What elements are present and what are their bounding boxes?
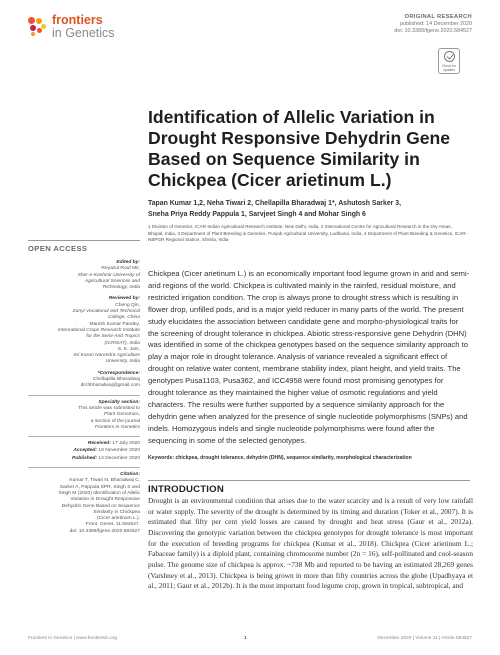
citation-line: Front. Genet. 11:584527. — [85, 522, 140, 528]
specialty-line: Plant Genomics, — [104, 412, 140, 418]
citation-line: Kumar T, Tiwari N, Bharadwaj C, — [69, 478, 140, 484]
citation-line: Singh M (2020) Identification of Allelic — [58, 490, 140, 496]
reviewer-line: International Crops Research Institute — [57, 327, 140, 333]
reviewer-line: University, India — [105, 359, 140, 365]
affiliations: 1 Division of Genetics, ICAR-Indian Agricultural Research Institute, New Delhi, India, 2 International Centre for Agricultural Research in the Dry Areas, Bhopal, India, 3 Department of Plant Breeding & Genetics, Punjab Agricultural University, Ludhiana, India, 4 Department of Plant Breeding & Genetics, ICAR-NBPGR Regional Station, Shimla, India — [148, 224, 468, 243]
citation-line: Sarker A, Pappula SPR, Singh S and — [59, 484, 140, 490]
date-row: Accepted: 18 November 2020 — [73, 448, 140, 454]
editor-line: Sher-e-Kashmir University of — [77, 272, 140, 278]
specialty-line: This article was submitted to — [78, 405, 140, 411]
doi-link[interactable]: doi: 10.3389/fgene.2020.584527 — [394, 28, 472, 34]
reviewer-line: College, China — [107, 315, 140, 321]
correspondence-label: *Correspondence: — [97, 370, 140, 376]
published-date: published: 14 December 2020 — [400, 21, 472, 27]
author-line[interactable]: Tapan Kumar 1,2, Neha Tiwari 2, Chellapilla Bharadwaj 1*, Ashutosh Sarker 3, — [148, 200, 401, 207]
article-type: ORIGINAL RESEARCH — [404, 14, 472, 20]
citation-doi[interactable]: doi: 10.3389/fgene.2020.584527 — [69, 528, 140, 534]
footer-volume: December 2020 | Volume 11 | Article 584527 — [377, 636, 472, 641]
specialty-label: Specialty section: — [98, 399, 140, 405]
open-access-label: OPEN ACCESS — [28, 240, 140, 253]
reviewer-line: Cheng Qin, — [115, 302, 140, 308]
check-for-updates-button[interactable] — [438, 48, 460, 74]
edited-by-label: Edited by: — [116, 260, 140, 265]
editor-line: Technology, India — [102, 285, 140, 291]
section-heading: INTRODUCTION — [148, 480, 470, 495]
abstract-text: Chickpea (Cicer arietinum L.) is an economically important food legume grown in arid and semi-arid regions of the world. Chickpea is cultivated mainly in the rainfed, residual moisture, and restricted irrigation condition. The crop is always prone to drought stress which is resulting in flower drop, unfilled pods, and is a major yield reducer in many parts of the world. The present study elucidates the association between candidate gene and morpho-physiological traits for the screening of drought tolerance in chickpea. Abiotic stress-responsive gene Dehydrin (DHN) was identified in some of the chickpea genotypes based on the sequence similarity approach to play a major role in drought tolerance. Analysis of variance revealed a significant effect of drought on relative water content, membrane stability index, plant height, and yield traits. The genotypes Pusa1103, Pusa362, and ICC4958 were found most promising genotypes for drought tolerance as they maintained the higher value of osmotic regulations and yield characters. The results were further supported by a sequence similarity approach for the dehydrin gene when analyzed for the presence of single nucleotide polymorphisms (SNPs) and indels. Homozygous indels and single nucleotide polymorphisms were found after the sequencing in some of the selected genotypes. — [148, 269, 470, 445]
author-list — [148, 199, 468, 220]
reviewed-by-label: Reviewed by: — [108, 296, 140, 302]
reviewer-line: Manish Kumar Pandey, — [89, 321, 140, 327]
check-icon — [444, 51, 455, 62]
specialty-line: Frontiers in Genetics — [94, 424, 140, 430]
article-title: Identification of Allelic Variation in Drought Responsive Dehydrin Gene Based on Sequence Similarity in Chickpea (Cicer arietinum L.) — [148, 107, 451, 190]
reviewer-line: Zunyi Vocational and Technical — [72, 309, 140, 315]
check-updates-label: Check for updates — [441, 63, 457, 72]
article-meta — [394, 14, 472, 35]
author-line[interactable]: Sneha Priya Reddy Pappula 1, Sarvjeet Singh 4 and Mohar Singh 6 — [148, 210, 366, 218]
citation-line: Dehydrin Gene Based on Sequence — [61, 503, 140, 509]
specialty-line: a section of the journal — [90, 418, 140, 424]
article-sidebar — [28, 260, 140, 535]
date-row: Published: 14 December 2020 — [72, 455, 140, 461]
reviewer-line: Sri Karan Narendra Agriculture — [73, 353, 140, 359]
logo-brand: frontiers — [52, 13, 103, 27]
correspondence-name: Chellapilla Bharadwaj — [92, 377, 140, 383]
keywords-label: Keywords: — [148, 455, 175, 461]
journal-logo[interactable] — [28, 14, 115, 40]
keywords-list: chickpea, drought tolerance, dehydrin (DHN), sequence similarity, morphological characterization — [175, 455, 412, 461]
logo-journal: in Genetics — [52, 26, 115, 40]
reviewer-line: S. K. Jain, — [117, 346, 140, 352]
intro-paragraph: Drought is an environmental condition that arises due to the water scarcity and is a result of very low rainfall or water supply. The severity of the drought is determined by its timing and duration (Toker et al., 2007). It is estimated that fifty per cent yield losses are caused by drought and heat stress (Gaur et al., 2012a). Discovering the genotypic variation between the chickpea genotypes for drought tolerance is most important for the execution of breeding programs for chickpea (Kumar et al., 2018). Chickpea (Cicer arietinum L.; Fabaceae family) is a diploid plant, containing chromosome number (2n = 16), self-pollinated and cool-season pulse. The genome size of chickpea is approx. ~738 Mb and reported to be having an estimated 28,269 genes (Varshney et al., 2013). Chickpea is being grown in more than fifty countries across the globe (Upadhyaya et al., 2011; Gaur et al., 2012b). It is the most important food legume crop, grown in tropical, subtropical, and — [148, 496, 473, 591]
page-number: 1 — [244, 636, 247, 641]
frontiers-logo-icon — [28, 17, 48, 37]
citation-line: (Cicer arietinum L.). — [97, 516, 140, 522]
date-row: Received: 17 July 2020 — [87, 441, 140, 447]
correspondence-email[interactable]: drchbharadwaj@gmail.com — [80, 383, 140, 389]
citation-line: Variation in Drought Responsive — [70, 497, 140, 503]
reviewer-line: for the Semi-Arid Tropics — [86, 334, 140, 340]
reviewer-line: (ICRISAT), India — [104, 340, 140, 346]
citation-label: Citation: — [120, 472, 140, 478]
citation-line: Similarity in Chickpea — [93, 509, 140, 515]
editor-line: Reyazul Rouf Mir, — [101, 266, 140, 272]
article-dates — [28, 441, 140, 462]
editor-line: Agricultural Sciences and — [84, 278, 140, 284]
keywords — [148, 455, 470, 461]
footer-journal-link[interactable]: Frontiers in Genetics | www.frontiersin.org — [28, 636, 117, 641]
